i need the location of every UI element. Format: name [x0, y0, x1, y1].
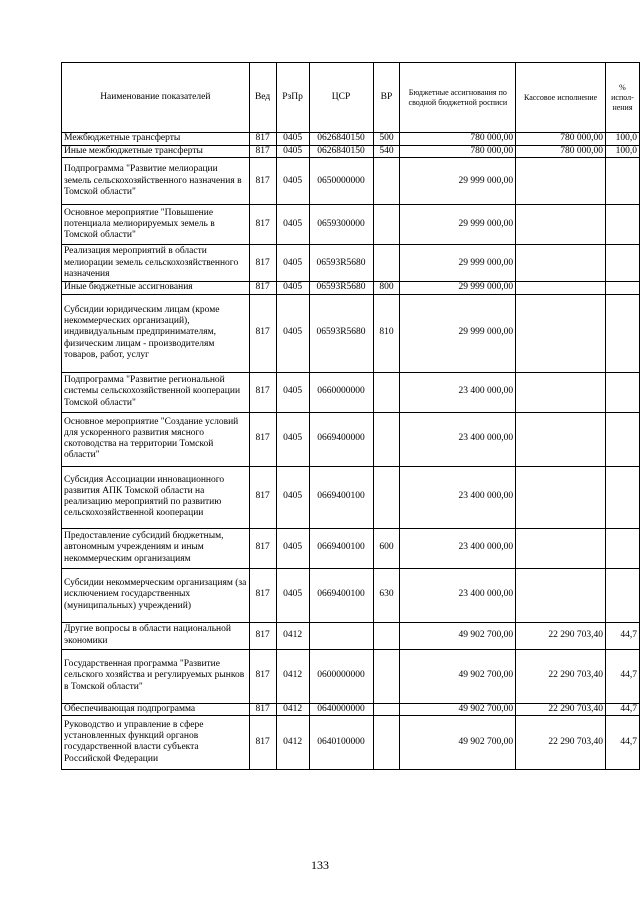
table-row — [62, 158, 640, 205]
cell-csr: 0669400100 — [309, 568, 373, 622]
cell-assign: 49 902 700,00 — [400, 649, 516, 703]
cell-pct: 44,7 — [605, 649, 639, 703]
cell-csr: 0650000000 — [309, 158, 373, 205]
cell-name: Предоставление субсидий бюджетным, автономным учреждениям и иным некоммерческим организациям — [62, 528, 250, 568]
cell-ved: 817 — [249, 146, 276, 158]
header-vr: ВР — [373, 63, 400, 133]
cell-ved: 817 — [249, 703, 276, 715]
table-body — [62, 133, 640, 770]
cell-name: Другие вопросы в области национальной экономики — [62, 622, 250, 649]
table-row — [62, 412, 640, 466]
cell-ved: 817 — [249, 528, 276, 568]
budget-table — [61, 62, 640, 770]
cell-pct — [605, 294, 639, 372]
cell-name: Государственная программа "Развитие сельского хозяйства и регулируемых рынков в Томской области" — [62, 649, 250, 703]
table-row — [62, 568, 640, 622]
header-row — [62, 63, 640, 133]
cell-assign: 29 999 000,00 — [400, 245, 516, 282]
cell-rzpr: 0412 — [276, 649, 309, 703]
cell-rzpr: 0405 — [276, 205, 309, 245]
header-assign: Бюджетные ассигнования по сводной бюджетной росписи — [400, 63, 516, 133]
cell-assign: 49 902 700,00 — [400, 703, 516, 715]
cell-cash — [516, 205, 606, 245]
header-csr: ЦСР — [309, 63, 373, 133]
cell-csr: 0640100000 — [309, 715, 373, 769]
cell-ved: 817 — [249, 715, 276, 769]
cell-name: Основное мероприятие "Создание условий для ускоренного развития мясного скотоводства на территории Томской области" — [62, 412, 250, 466]
cell-csr: 0640000000 — [309, 703, 373, 715]
cell-cash: 22 290 703,40 — [516, 622, 606, 649]
cell-ved: 817 — [249, 649, 276, 703]
cell-assign: 29 999 000,00 — [400, 294, 516, 372]
cell-name: Иные межбюджетные трансферты — [62, 146, 250, 158]
cell-pct: 100,0 — [605, 133, 639, 146]
cell-assign: 29 999 000,00 — [400, 205, 516, 245]
cell-cash — [516, 372, 606, 412]
cell-cash — [516, 568, 606, 622]
cell-name: Субсидии юридическим лицам (кроме некоммерческих организаций), индивидуальным предпринимателям, физическим лицам - производителям товаров, работ, услуг — [62, 294, 250, 372]
cell-rzpr: 0405 — [276, 245, 309, 282]
cell-csr: 0669400100 — [309, 466, 373, 528]
cell-pct — [605, 372, 639, 412]
cell-pct: 44,7 — [605, 715, 639, 769]
cell-cash: 22 290 703,40 — [516, 715, 606, 769]
cell-cash — [516, 528, 606, 568]
cell-csr: 0600000000 — [309, 649, 373, 703]
table-row — [62, 715, 640, 769]
cell-name: Иные бюджетные ассигнования — [62, 282, 250, 294]
header-pct: % испол-нения — [605, 63, 639, 133]
table-row — [62, 205, 640, 245]
cell-vr — [373, 245, 400, 282]
cell-cash — [516, 466, 606, 528]
table-row — [62, 146, 640, 158]
cell-rzpr: 0405 — [276, 158, 309, 205]
cell-csr — [309, 622, 373, 649]
cell-vr: 600 — [373, 528, 400, 568]
table-row — [62, 649, 640, 703]
cell-name: Основное мероприятие "Повышение потенциала мелиорируемых земель в Томской области" — [62, 205, 250, 245]
cell-ved: 817 — [249, 205, 276, 245]
page-number: 133 — [311, 858, 329, 872]
cell-cash: 780 000,00 — [516, 146, 606, 158]
cell-csr: 0626840150 — [309, 146, 373, 158]
cell-assign: 780 000,00 — [400, 133, 516, 146]
cell-ved: 817 — [249, 372, 276, 412]
cell-vr — [373, 412, 400, 466]
cell-cash — [516, 245, 606, 282]
cell-pct: 44,7 — [605, 622, 639, 649]
cell-pct — [605, 528, 639, 568]
cell-pct — [605, 412, 639, 466]
cell-rzpr: 0405 — [276, 528, 309, 568]
cell-csr: 06593R5680 — [309, 282, 373, 294]
cell-cash — [516, 412, 606, 466]
cell-cash: 22 290 703,40 — [516, 703, 606, 715]
cell-assign: 780 000,00 — [400, 146, 516, 158]
cell-assign: 29 999 000,00 — [400, 158, 516, 205]
cell-assign: 23 400 000,00 — [400, 466, 516, 528]
cell-name: Субсидия Ассоциации инновационного развития АПК Томской области на реализацию мероприятий по развитию сельскохозяйственной кооперации — [62, 466, 250, 528]
table-row — [62, 622, 640, 649]
cell-name: Подпрограмма "Развитие мелиорации земель сельскохозяйственного назначения в Томской области" — [62, 158, 250, 205]
cell-ved: 817 — [249, 466, 276, 528]
cell-cash — [516, 294, 606, 372]
cell-ved: 817 — [249, 568, 276, 622]
header-cash: Кассовое исполнение — [516, 63, 606, 133]
cell-name: Обеспечивающая подпрограмма — [62, 703, 250, 715]
cell-pct: 100,0 — [605, 146, 639, 158]
cell-pct — [605, 205, 639, 245]
cell-rzpr: 0405 — [276, 146, 309, 158]
cell-rzpr: 0405 — [276, 412, 309, 466]
cell-assign: 23 400 000,00 — [400, 568, 516, 622]
cell-vr — [373, 622, 400, 649]
cell-csr: 0669400000 — [309, 412, 373, 466]
cell-ved: 817 — [249, 158, 276, 205]
cell-csr: 0660000000 — [309, 372, 373, 412]
cell-assign: 23 400 000,00 — [400, 372, 516, 412]
cell-rzpr: 0405 — [276, 294, 309, 372]
table-row — [62, 245, 640, 282]
cell-name: Субсидии некоммерческим организациям (за исключением государственных (муниципальных) учреждений) — [62, 568, 250, 622]
cell-name: Реализация мероприятий в области мелиорации земель сельскохозяйственного назначения — [62, 245, 250, 282]
table-row — [62, 703, 640, 715]
cell-rzpr: 0405 — [276, 372, 309, 412]
cell-pct — [605, 282, 639, 294]
cell-name: Межбюджетные трансферты — [62, 133, 250, 146]
cell-ved: 817 — [249, 294, 276, 372]
cell-assign: 29 999 000,00 — [400, 282, 516, 294]
cell-rzpr: 0412 — [276, 703, 309, 715]
cell-rzpr: 0412 — [276, 715, 309, 769]
cell-pct — [605, 158, 639, 205]
cell-csr: 0626840150 — [309, 133, 373, 146]
cell-vr — [373, 158, 400, 205]
cell-vr — [373, 372, 400, 412]
cell-csr: 0659300000 — [309, 205, 373, 245]
cell-vr: 500 — [373, 133, 400, 146]
cell-pct: 44,7 — [605, 703, 639, 715]
cell-rzpr: 0405 — [276, 282, 309, 294]
cell-csr: 06593R5680 — [309, 294, 373, 372]
cell-ved: 817 — [249, 133, 276, 146]
table-row — [62, 133, 640, 146]
cell-csr: 0669400100 — [309, 528, 373, 568]
cell-vr — [373, 715, 400, 769]
cell-cash: 22 290 703,40 — [516, 649, 606, 703]
cell-ved: 817 — [249, 245, 276, 282]
cell-rzpr: 0405 — [276, 568, 309, 622]
table-row — [62, 528, 640, 568]
cell-cash: 780 000,00 — [516, 133, 606, 146]
cell-assign: 49 902 700,00 — [400, 622, 516, 649]
cell-ved: 817 — [249, 412, 276, 466]
cell-assign: 49 902 700,00 — [400, 715, 516, 769]
cell-pct — [605, 568, 639, 622]
cell-cash — [516, 282, 606, 294]
header-rzpr: РзПр — [276, 63, 309, 133]
cell-ved: 817 — [249, 622, 276, 649]
cell-name: Руководство и управление в сфере установленных функций органов государственной власти субъекта Российской Федерации — [62, 715, 250, 769]
cell-pct — [605, 466, 639, 528]
cell-vr: 540 — [373, 146, 400, 158]
table-row — [62, 466, 640, 528]
cell-vr — [373, 466, 400, 528]
cell-assign: 23 400 000,00 — [400, 528, 516, 568]
cell-cash — [516, 158, 606, 205]
table-row — [62, 294, 640, 372]
cell-vr: 630 — [373, 568, 400, 622]
cell-assign: 23 400 000,00 — [400, 412, 516, 466]
cell-pct — [605, 245, 639, 282]
cell-vr: 810 — [373, 294, 400, 372]
cell-name: Подпрограмма "Развитие региональной системы сельскохозяйственной кооперации Томской области" — [62, 372, 250, 412]
cell-csr: 06593R5680 — [309, 245, 373, 282]
cell-vr — [373, 205, 400, 245]
cell-vr — [373, 703, 400, 715]
table-row — [62, 372, 640, 412]
cell-rzpr: 0405 — [276, 466, 309, 528]
cell-rzpr: 0405 — [276, 133, 309, 146]
header-ved: Вед — [249, 63, 276, 133]
cell-rzpr: 0412 — [276, 622, 309, 649]
header-name: Наименование показателей — [62, 63, 250, 133]
cell-vr: 800 — [373, 282, 400, 294]
cell-ved: 817 — [249, 282, 276, 294]
cell-vr — [373, 649, 400, 703]
table-row — [62, 282, 640, 294]
